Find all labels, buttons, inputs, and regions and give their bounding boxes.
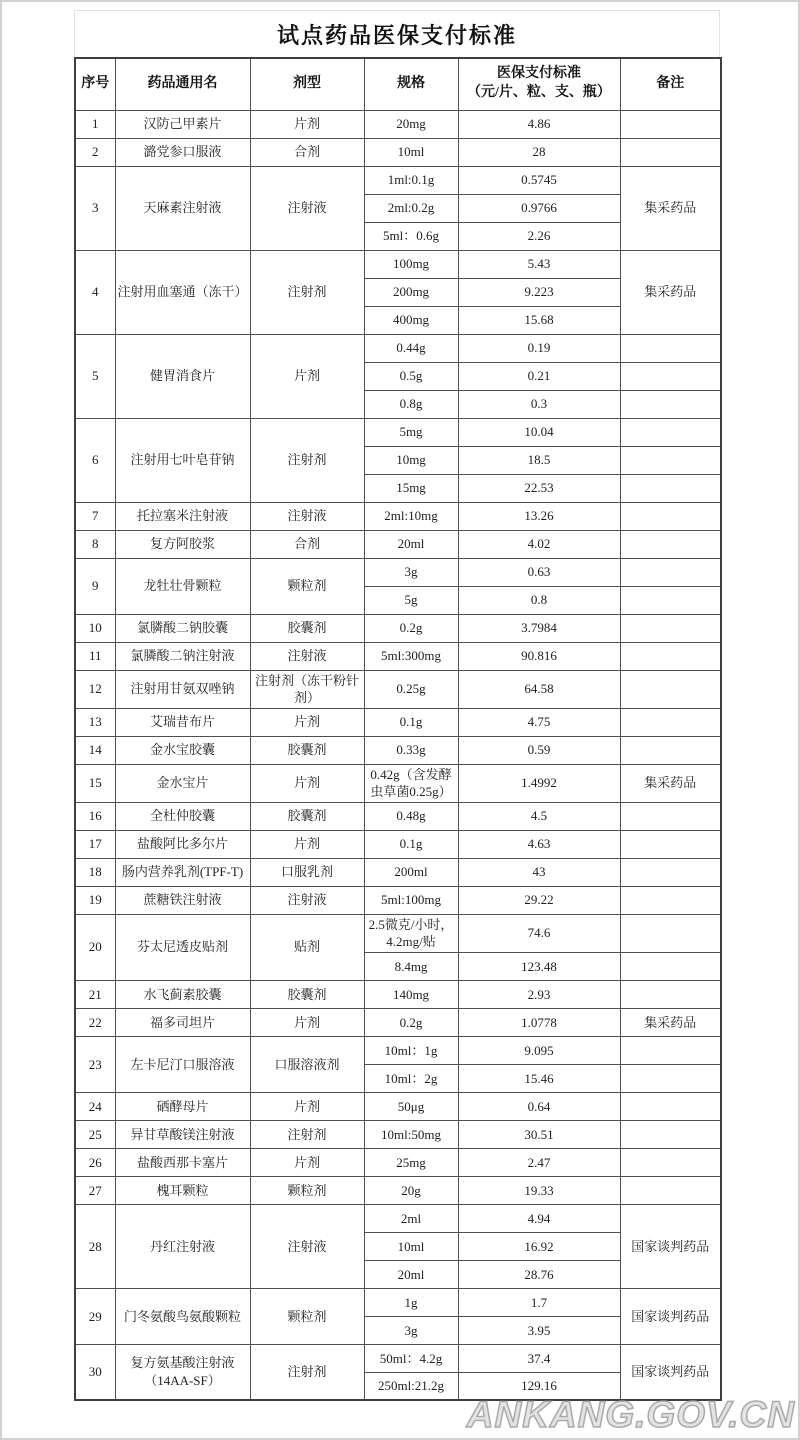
cell-price: 16.92	[458, 1232, 620, 1260]
cell-price: 5.43	[458, 250, 620, 278]
cell-price: 0.3	[458, 390, 620, 418]
cell-dosage-form: 注射液	[250, 642, 364, 670]
cell-note	[620, 558, 721, 586]
cell-drug-name: 盐酸阿比多尔片	[115, 830, 250, 858]
cell-spec: 0.2g	[364, 1008, 458, 1036]
table-row	[75, 166, 721, 194]
cell-dosage-form: 片剂	[250, 708, 364, 736]
table-row	[75, 250, 721, 278]
cell-spec: 20ml	[364, 530, 458, 558]
header-dosage-form: 剂型	[250, 58, 364, 110]
cell-dosage-form: 颗粒剂	[250, 558, 364, 614]
cell-price: 9.095	[458, 1036, 620, 1064]
cell-spec: 200mg	[364, 278, 458, 306]
table-row	[75, 1120, 721, 1148]
cell-spec: 5mg	[364, 418, 458, 446]
cell-note	[620, 886, 721, 914]
cell-drug-name: 金水宝胶囊	[115, 736, 250, 764]
cell-price: 1.7	[458, 1288, 620, 1316]
cell-row-number: 24	[75, 1092, 115, 1120]
cell-drug-name: 肠内营养乳剂(TPF-T)	[115, 858, 250, 886]
cell-row-number: 18	[75, 858, 115, 886]
cell-dosage-form: 胶囊剂	[250, 980, 364, 1008]
cell-spec: 5ml:100mg	[364, 886, 458, 914]
cell-note	[620, 614, 721, 642]
cell-price: 2.26	[458, 222, 620, 250]
watermark: ANKANG.GOV.CN	[466, 1394, 795, 1435]
cell-drug-name: 氯膦酸二钠胶囊	[115, 614, 250, 642]
cell-note: 国家谈判药品	[620, 1204, 721, 1288]
header-note: 备注	[620, 58, 721, 110]
cell-drug-name: 氯膦酸二钠注射液	[115, 642, 250, 670]
cell-note: 集采药品	[620, 1008, 721, 1036]
cell-note	[620, 1092, 721, 1120]
table-row	[75, 914, 721, 952]
table-row	[75, 530, 721, 558]
cell-note	[620, 642, 721, 670]
cell-price: 28.76	[458, 1260, 620, 1288]
table-row	[75, 1148, 721, 1176]
cell-dosage-form: 注射剂	[250, 1120, 364, 1148]
cell-spec: 0.2g	[364, 614, 458, 642]
cell-price: 2.93	[458, 980, 620, 1008]
header-no: 序号	[75, 58, 115, 110]
table-row	[75, 1036, 721, 1064]
cell-price: 123.48	[458, 952, 620, 980]
cell-drug-name: 槐耳颗粒	[115, 1176, 250, 1204]
cell-dosage-form: 贴剂	[250, 914, 364, 980]
cell-row-number: 27	[75, 1176, 115, 1204]
cell-price: 4.63	[458, 830, 620, 858]
cell-drug-name: 丹红注射液	[115, 1204, 250, 1288]
cell-row-number: 15	[75, 764, 115, 802]
cell-note	[620, 446, 721, 474]
cell-price: 0.9766	[458, 194, 620, 222]
table-row	[75, 138, 721, 166]
cell-price: 1.0778	[458, 1008, 620, 1036]
cell-row-number: 16	[75, 802, 115, 830]
cell-note	[620, 830, 721, 858]
table-title-box	[74, 10, 720, 57]
cell-price: 4.94	[458, 1204, 620, 1232]
table-row	[75, 764, 721, 802]
cell-spec: 25mg	[364, 1148, 458, 1176]
cell-spec: 20mg	[364, 110, 458, 138]
cell-note	[620, 586, 721, 614]
cell-row-number: 3	[75, 166, 115, 250]
cell-spec: 10ml	[364, 138, 458, 166]
cell-price: 0.8	[458, 586, 620, 614]
cell-row-number: 9	[75, 558, 115, 614]
cell-dosage-form: 片剂	[250, 110, 364, 138]
cell-note: 国家谈判药品	[620, 1344, 721, 1400]
table-row	[75, 886, 721, 914]
cell-row-number: 14	[75, 736, 115, 764]
cell-note: 国家谈判药品	[620, 1288, 721, 1344]
cell-note: 集采药品	[620, 250, 721, 334]
cell-spec: 0.33g	[364, 736, 458, 764]
cell-price: 43	[458, 858, 620, 886]
cell-spec: 10ml：1g	[364, 1036, 458, 1064]
cell-drug-name: 注射用甘氨双唑钠	[115, 670, 250, 708]
cell-drug-name: 注射用七叶皂苷钠	[115, 418, 250, 502]
cell-spec: 5ml:300mg	[364, 642, 458, 670]
table-row	[75, 830, 721, 858]
cell-price: 9.223	[458, 278, 620, 306]
cell-row-number: 7	[75, 502, 115, 530]
cell-row-number: 2	[75, 138, 115, 166]
cell-price: 3.95	[458, 1316, 620, 1344]
cell-spec: 10mg	[364, 446, 458, 474]
cell-dosage-form: 片剂	[250, 764, 364, 802]
cell-spec: 50μg	[364, 1092, 458, 1120]
cell-price: 13.26	[458, 502, 620, 530]
page-title: 试点药品医保支付标准	[276, 22, 517, 48]
cell-row-number: 30	[75, 1344, 115, 1400]
table-row	[75, 642, 721, 670]
cell-row-number: 22	[75, 1008, 115, 1036]
cell-drug-name: 门冬氨酸鸟氨酸颗粒	[115, 1288, 250, 1344]
cell-note	[620, 1036, 721, 1064]
table-row	[75, 614, 721, 642]
cell-dosage-form: 合剂	[250, 138, 364, 166]
cell-note	[620, 1064, 721, 1092]
cell-note	[620, 362, 721, 390]
cell-dosage-form: 片剂	[250, 1092, 364, 1120]
cell-drug-name: 复方阿胶浆	[115, 530, 250, 558]
table-row	[75, 334, 721, 362]
cell-row-number: 29	[75, 1288, 115, 1344]
cell-spec: 1ml:0.1g	[364, 166, 458, 194]
cell-row-number: 20	[75, 914, 115, 980]
cell-row-number: 5	[75, 334, 115, 418]
cell-price: 1.4992	[458, 764, 620, 802]
header-spec: 规格	[364, 58, 458, 110]
cell-drug-name: 福多司坦片	[115, 1008, 250, 1036]
table-row	[75, 1288, 721, 1316]
cell-drug-name: 异甘草酸镁注射液	[115, 1120, 250, 1148]
table-row	[75, 980, 721, 1008]
cell-spec: 0.1g	[364, 708, 458, 736]
cell-dosage-form: 片剂	[250, 334, 364, 418]
cell-drug-name: 全杜仲胶囊	[115, 802, 250, 830]
table-row	[75, 1176, 721, 1204]
cell-spec: 3g	[364, 1316, 458, 1344]
cell-note	[620, 390, 721, 418]
cell-drug-name: 健胃消食片	[115, 334, 250, 418]
cell-spec: 3g	[364, 558, 458, 586]
cell-spec: 10ml：2g	[364, 1064, 458, 1092]
table-row	[75, 1092, 721, 1120]
cell-note	[620, 1148, 721, 1176]
cell-spec: 200ml	[364, 858, 458, 886]
cell-row-number: 21	[75, 980, 115, 1008]
cell-drug-name: 芬太尼透皮贴剂	[115, 914, 250, 980]
payment-standard-table	[74, 57, 722, 1401]
cell-note	[620, 670, 721, 708]
cell-drug-name: 水飞蓟素胶囊	[115, 980, 250, 1008]
cell-price: 0.19	[458, 334, 620, 362]
cell-note	[620, 1120, 721, 1148]
header-price-line1: 医保支付标准	[497, 66, 581, 82]
cell-spec: 5ml：0.6g	[364, 222, 458, 250]
cell-note	[620, 418, 721, 446]
cell-dosage-form: 颗粒剂	[250, 1288, 364, 1344]
cell-row-number: 17	[75, 830, 115, 858]
cell-drug-name: 蔗糖铁注射液	[115, 886, 250, 914]
cell-row-number: 13	[75, 708, 115, 736]
table-row	[75, 670, 721, 708]
cell-row-number: 11	[75, 642, 115, 670]
cell-spec: 20ml	[364, 1260, 458, 1288]
table-row	[75, 736, 721, 764]
cell-spec: 100mg	[364, 250, 458, 278]
cell-note	[620, 736, 721, 764]
cell-dosage-form: 注射剂（冻干粉针剂）	[250, 670, 364, 708]
cell-price: 10.04	[458, 418, 620, 446]
cell-note	[620, 980, 721, 1008]
cell-row-number: 26	[75, 1148, 115, 1176]
cell-spec: 0.8g	[364, 390, 458, 418]
table-row	[75, 1204, 721, 1232]
cell-spec: 10ml	[364, 1232, 458, 1260]
table-row	[75, 558, 721, 586]
cell-price: 2.47	[458, 1148, 620, 1176]
cell-price: 22.53	[458, 474, 620, 502]
cell-drug-name: 天麻素注射液	[115, 166, 250, 250]
cell-note	[620, 708, 721, 736]
cell-row-number: 6	[75, 418, 115, 502]
cell-spec: 0.44g	[364, 334, 458, 362]
cell-dosage-form: 胶囊剂	[250, 802, 364, 830]
cell-note	[620, 138, 721, 166]
cell-price: 4.5	[458, 802, 620, 830]
cell-price: 15.46	[458, 1064, 620, 1092]
header-price-line2: （元/片、粒、支、瓶）	[467, 85, 611, 101]
cell-price: 0.5745	[458, 166, 620, 194]
cell-spec: 20g	[364, 1176, 458, 1204]
cell-note	[620, 502, 721, 530]
cell-spec: 2.5微克/小时，4.2mg/贴	[364, 914, 458, 952]
table-row	[75, 502, 721, 530]
cell-dosage-form: 片剂	[250, 830, 364, 858]
cell-row-number: 10	[75, 614, 115, 642]
cell-price: 0.63	[458, 558, 620, 586]
cell-spec: 0.25g	[364, 670, 458, 708]
cell-price: 3.7984	[458, 614, 620, 642]
cell-drug-name: 盐酸西那卡塞片	[115, 1148, 250, 1176]
cell-note	[620, 914, 721, 952]
cell-spec: 2ml:0.2g	[364, 194, 458, 222]
cell-drug-name: 艾瑞昔布片	[115, 708, 250, 736]
cell-dosage-form: 胶囊剂	[250, 614, 364, 642]
table-row	[75, 418, 721, 446]
cell-drug-name: 汉防己甲素片	[115, 110, 250, 138]
table-row	[75, 1344, 721, 1372]
cell-spec: 140mg	[364, 980, 458, 1008]
cell-note	[620, 802, 721, 830]
cell-spec: 2ml:10mg	[364, 502, 458, 530]
cell-drug-name: 复方氨基酸注射液（14AA-SF）	[115, 1344, 250, 1400]
cell-note	[620, 952, 721, 980]
cell-price: 18.5	[458, 446, 620, 474]
cell-dosage-form: 注射液	[250, 502, 364, 530]
cell-dosage-form: 片剂	[250, 1008, 364, 1036]
cell-price: 37.4	[458, 1344, 620, 1372]
cell-note	[620, 858, 721, 886]
table-row	[75, 1008, 721, 1036]
cell-spec: 0.1g	[364, 830, 458, 858]
table-row	[75, 708, 721, 736]
cell-note	[620, 530, 721, 558]
table-row	[75, 110, 721, 138]
cell-spec: 0.42g（含发酵虫草菌0.25g）	[364, 764, 458, 802]
cell-row-number: 1	[75, 110, 115, 138]
cell-spec: 1g	[364, 1288, 458, 1316]
cell-row-number: 28	[75, 1204, 115, 1288]
cell-price: 15.68	[458, 306, 620, 334]
cell-dosage-form: 胶囊剂	[250, 736, 364, 764]
cell-dosage-form: 口服乳剂	[250, 858, 364, 886]
cell-dosage-form: 片剂	[250, 1148, 364, 1176]
cell-price: 4.75	[458, 708, 620, 736]
cell-price: 19.33	[458, 1176, 620, 1204]
cell-drug-name: 金水宝片	[115, 764, 250, 802]
cell-note: 集采药品	[620, 764, 721, 802]
cell-price: 0.21	[458, 362, 620, 390]
cell-spec: 10ml:50mg	[364, 1120, 458, 1148]
cell-dosage-form: 注射液	[250, 1204, 364, 1288]
cell-price: 4.86	[458, 110, 620, 138]
cell-spec: 2ml	[364, 1204, 458, 1232]
cell-drug-name: 左卡尼汀口服溶液	[115, 1036, 250, 1092]
cell-dosage-form: 口服溶液剂	[250, 1036, 364, 1092]
cell-dosage-form: 注射剂	[250, 1344, 364, 1400]
cell-row-number: 23	[75, 1036, 115, 1092]
cell-drug-name: 注射用血塞通（冻干）	[115, 250, 250, 334]
cell-drug-name: 龙牡壮骨颗粒	[115, 558, 250, 614]
cell-price: 129.16	[458, 1372, 620, 1400]
cell-price: 64.58	[458, 670, 620, 708]
cell-row-number: 19	[75, 886, 115, 914]
cell-spec: 8.4mg	[364, 952, 458, 980]
cell-price: 74.6	[458, 914, 620, 952]
cell-dosage-form: 注射液	[250, 886, 364, 914]
cell-row-number: 12	[75, 670, 115, 708]
header-row	[75, 58, 721, 110]
table-row	[75, 858, 721, 886]
header-drug-name: 药品通用名	[115, 58, 250, 110]
cell-drug-name: 托拉塞米注射液	[115, 502, 250, 530]
table-row	[75, 802, 721, 830]
cell-price: 4.02	[458, 530, 620, 558]
cell-price: 30.51	[458, 1120, 620, 1148]
cell-price: 0.64	[458, 1092, 620, 1120]
cell-spec: 5g	[364, 586, 458, 614]
cell-row-number: 25	[75, 1120, 115, 1148]
cell-dosage-form: 注射剂	[250, 418, 364, 502]
cell-price: 90.816	[458, 642, 620, 670]
cell-price: 28	[458, 138, 620, 166]
cell-dosage-form: 注射液	[250, 166, 364, 250]
cell-note	[620, 474, 721, 502]
cell-note: 集采药品	[620, 166, 721, 250]
cell-note	[620, 334, 721, 362]
cell-dosage-form: 合剂	[250, 530, 364, 558]
cell-dosage-form: 颗粒剂	[250, 1176, 364, 1204]
header-price	[458, 58, 620, 110]
cell-spec: 50ml：4.2g	[364, 1344, 458, 1372]
cell-spec: 0.5g	[364, 362, 458, 390]
cell-price: 0.59	[458, 736, 620, 764]
cell-spec: 0.48g	[364, 802, 458, 830]
cell-dosage-form: 注射剂	[250, 250, 364, 334]
cell-row-number: 8	[75, 530, 115, 558]
cell-note	[620, 1176, 721, 1204]
cell-drug-name: 潞党参口服液	[115, 138, 250, 166]
cell-spec: 15mg	[364, 474, 458, 502]
cell-spec: 250ml:21.2g	[364, 1372, 458, 1400]
cell-price: 29.22	[458, 886, 620, 914]
cell-row-number: 4	[75, 250, 115, 334]
cell-drug-name: 硒酵母片	[115, 1092, 250, 1120]
cell-note	[620, 110, 721, 138]
cell-spec: 400mg	[364, 306, 458, 334]
document-sheet	[74, 10, 720, 1401]
